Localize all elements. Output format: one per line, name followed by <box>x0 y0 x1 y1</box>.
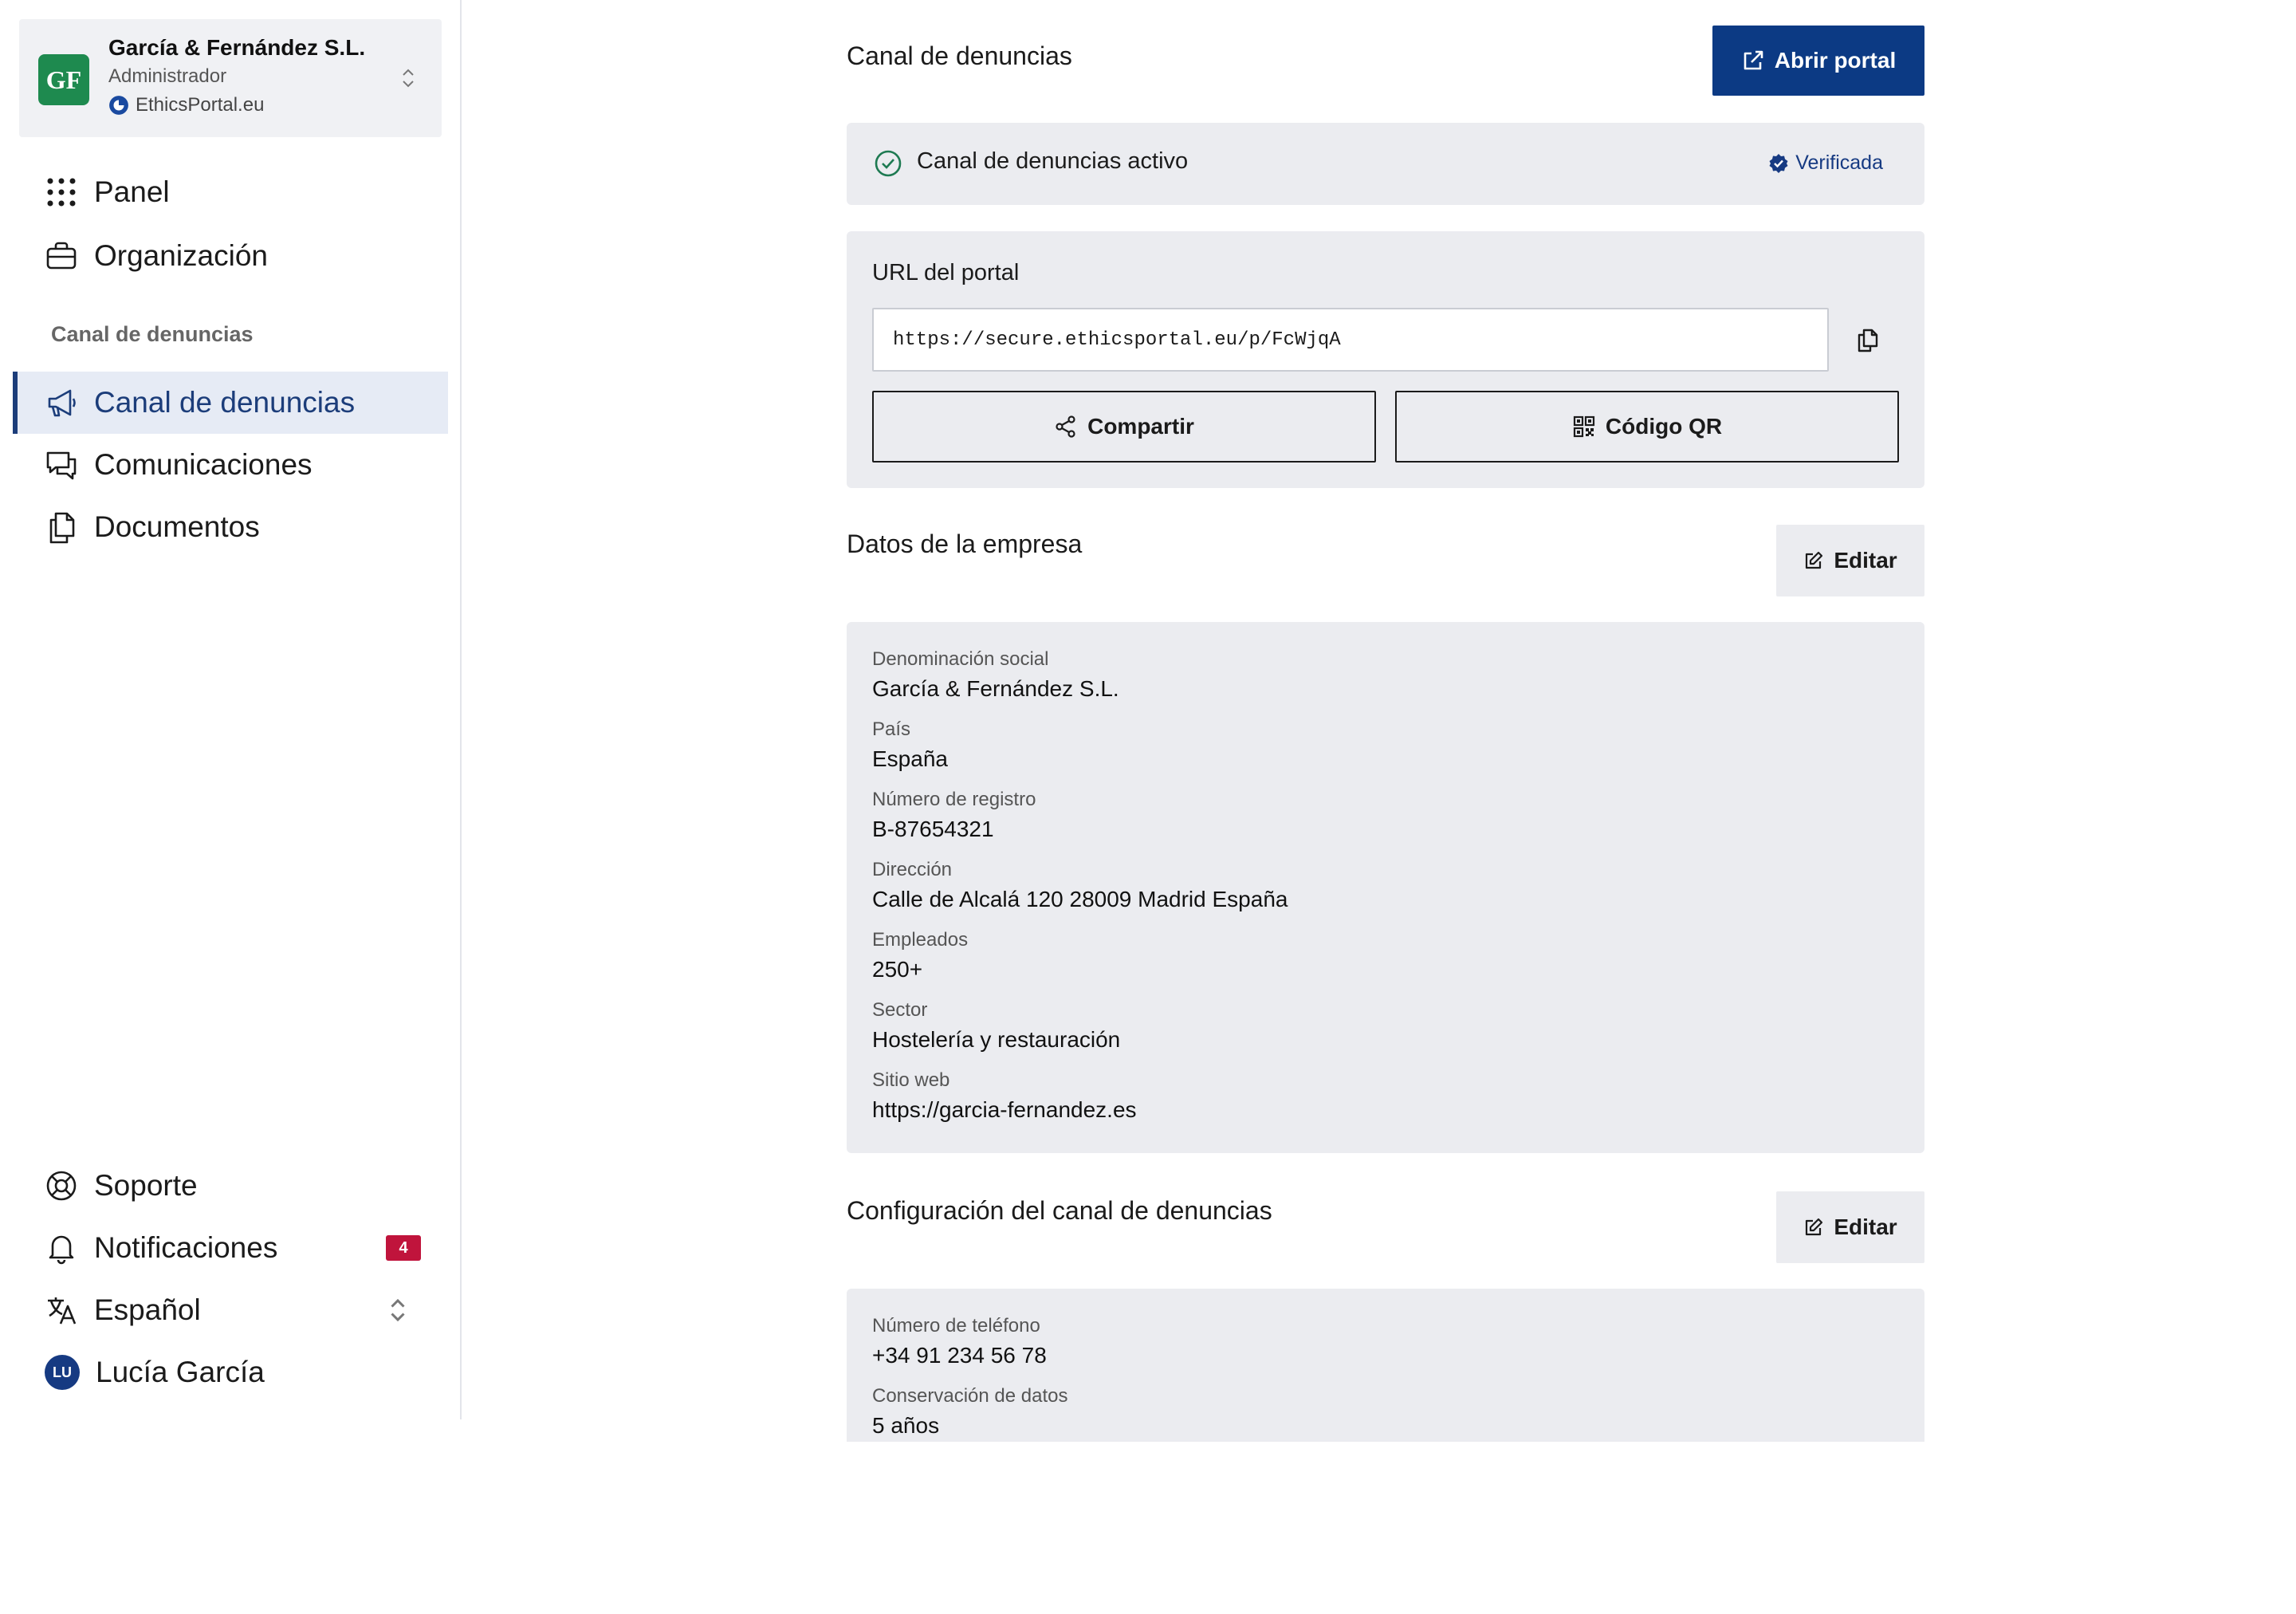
config-field <box>872 1314 1047 1370</box>
field-value: García & Fernández S.L. <box>872 676 1119 701</box>
portal-url-panel <box>847 231 1924 488</box>
nav-label: Organización <box>94 239 269 272</box>
field-label: Número de registro <box>872 789 1036 810</box>
briefcase-icon <box>45 239 78 273</box>
platform-name: EthicsPortal.eu <box>136 94 265 116</box>
company-section-title: Datos de la empresa <box>847 529 1083 558</box>
translate-icon <box>45 1293 78 1327</box>
nav-item-user[interactable] <box>13 1341 448 1403</box>
nav-label: Panel <box>94 175 170 208</box>
page-title: Canal de denuncias <box>847 41 1072 70</box>
company-field <box>872 648 1119 703</box>
nav-label: Español <box>94 1293 201 1326</box>
company-field <box>872 998 1120 1054</box>
field-value: Calle de Alcalá 120 28009 Madrid España <box>872 887 1288 911</box>
nav-label: Soporte <box>94 1169 198 1202</box>
edit-label: Editar <box>1834 1214 1897 1239</box>
edit-pencil-icon <box>1803 1217 1824 1238</box>
nav-item-language[interactable] <box>13 1279 448 1341</box>
nav-item-documents[interactable] <box>13 496 448 558</box>
company-data-panel <box>847 622 1924 1153</box>
user-name: Lucía García <box>96 1356 265 1388</box>
company-field <box>872 718 948 774</box>
field-label: Dirección <box>872 859 953 880</box>
open-portal-button[interactable] <box>1712 26 1924 96</box>
qr-code-label: Código QR <box>1605 414 1723 439</box>
field-value: 250+ <box>872 957 923 982</box>
qr-code-button[interactable] <box>1395 391 1899 463</box>
field-label: Denominación social <box>872 648 1049 670</box>
user-avatar: LU <box>45 1355 80 1390</box>
megaphone-icon <box>45 386 78 419</box>
chat-bubbles-icon <box>45 448 78 482</box>
field-value: España <box>872 746 948 771</box>
verified-badge-icon <box>1768 153 1789 174</box>
notifications-count-badge: 4 <box>386 1235 421 1261</box>
bell-icon <box>45 1231 78 1265</box>
field-label: Sector <box>872 999 928 1021</box>
nav-label: Comunicaciones <box>94 448 313 481</box>
verified-badge <box>1768 152 1883 175</box>
organization-role: Administrador <box>108 65 227 87</box>
edit-label: Editar <box>1834 548 1897 573</box>
organization-switcher[interactable] <box>19 19 442 137</box>
field-label: Número de teléfono <box>872 1315 1040 1336</box>
config-data-panel <box>847 1289 1924 1442</box>
nav-section-title: Canal de denuncias <box>51 322 254 346</box>
copy-icon <box>1854 327 1880 352</box>
lifebuoy-icon <box>45 1169 78 1203</box>
field-value: +34 91 234 56 78 <box>872 1343 1047 1368</box>
nav-item-communications[interactable] <box>13 434 448 496</box>
organization-name: García & Fernández S.L. <box>108 35 366 60</box>
chevron-up-down-icon <box>381 1293 415 1327</box>
copy-url-button[interactable] <box>1848 321 1886 359</box>
company-field <box>872 788 1036 844</box>
edit-config-button[interactable] <box>1776 1191 1924 1263</box>
ethicsportal-logo-icon <box>108 95 129 116</box>
portal-url-label: URL del portal <box>872 260 1020 285</box>
website-link[interactable]: https://garcia-fernandez.es <box>872 1097 1137 1122</box>
open-portal-label: Abrir portal <box>1774 48 1897 73</box>
portal-url-field[interactable]: https://secure.ethicsportal.eu/p/FcWjqA <box>872 308 1829 372</box>
edit-company-button[interactable] <box>1776 525 1924 596</box>
config-field <box>872 1384 1067 1440</box>
documents-icon <box>45 510 78 544</box>
field-label: Sitio web <box>872 1069 950 1091</box>
edit-pencil-icon <box>1803 550 1824 571</box>
company-field <box>872 928 968 984</box>
company-field <box>872 1069 1137 1124</box>
nav-item-support[interactable] <box>13 1155 448 1217</box>
field-value: B-87654321 <box>872 817 994 841</box>
external-link-icon <box>1741 49 1765 73</box>
verified-label: Verificada <box>1795 152 1883 174</box>
channel-status-panel <box>847 123 1924 205</box>
nav-item-notifications[interactable] <box>13 1217 448 1279</box>
nav-label: Canal de denuncias <box>94 386 356 419</box>
platform-label <box>108 94 264 116</box>
field-value: Hostelería y restauración <box>872 1027 1121 1052</box>
share-button[interactable] <box>872 391 1376 463</box>
channel-status-text: Canal de denuncias activo <box>917 148 1189 174</box>
share-icon <box>1054 415 1078 439</box>
nav-item-whistleblowing-channel[interactable] <box>13 372 448 434</box>
chevron-up-down-icon <box>400 65 416 91</box>
field-label: Empleados <box>872 929 969 951</box>
nav-item-organization[interactable] <box>13 225 448 287</box>
nav-item-panel[interactable] <box>13 161 448 223</box>
organization-logo: GF <box>38 54 89 105</box>
sidebar <box>0 0 462 1419</box>
nav-label: Notificaciones <box>94 1231 278 1264</box>
nav-label: Documentos <box>94 510 260 543</box>
dashboard-grid-icon <box>45 175 78 209</box>
config-section-title: Configuración del canal de denuncias <box>847 1196 1272 1225</box>
field-label: Conservación de datos <box>872 1385 1068 1407</box>
company-field <box>872 858 1288 914</box>
qr-code-icon <box>1572 415 1596 439</box>
check-circle-icon <box>874 149 902 178</box>
field-value: 5 años <box>872 1413 940 1438</box>
field-label: País <box>872 718 911 740</box>
share-label: Compartir <box>1087 414 1194 439</box>
